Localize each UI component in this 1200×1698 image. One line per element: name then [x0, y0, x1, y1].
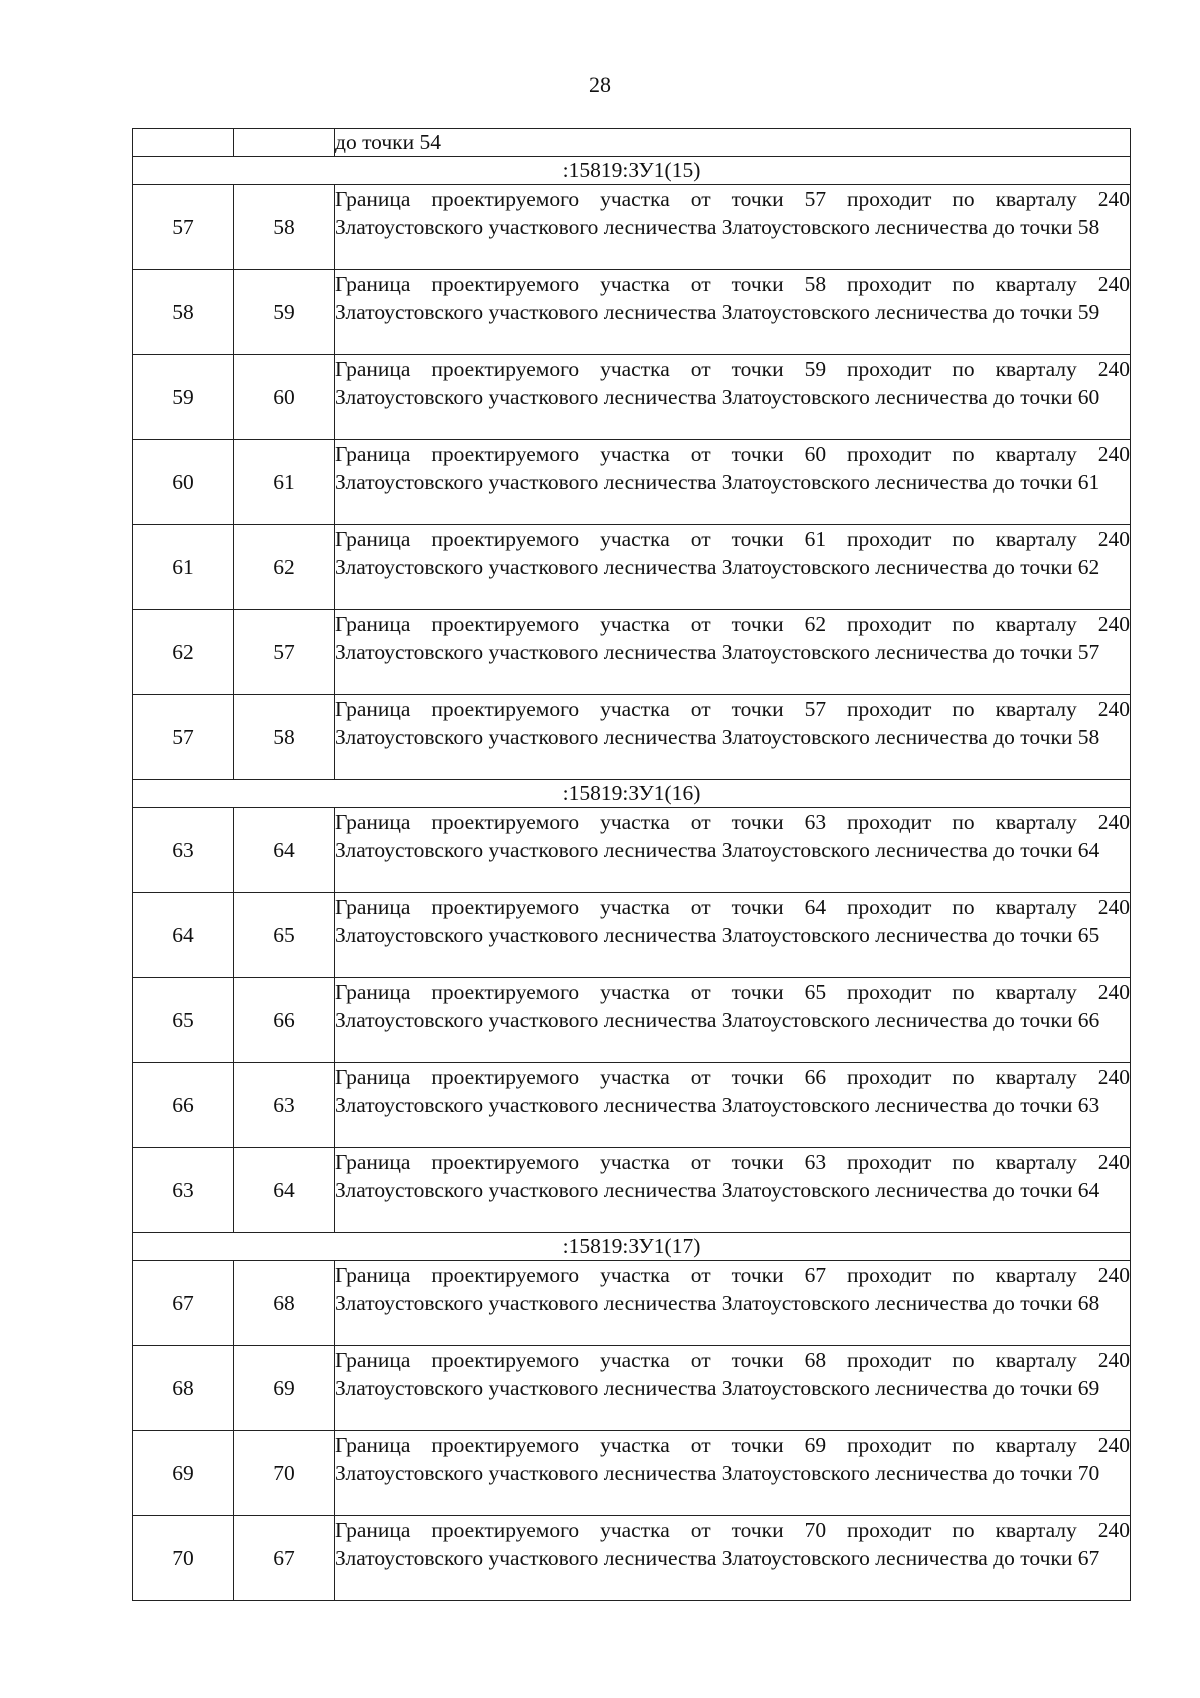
table-row [133, 355, 1131, 440]
point-to-cell: 64 [234, 1148, 335, 1233]
point-from-cell: 68 [133, 1346, 234, 1431]
boundary-description-cell: Граница проектируемого участка от точки 67 проходит по кварталу 240 Златоустовского участкового лесничества Златоустовского лесничества до точки 68 [335, 1261, 1131, 1346]
table-row [133, 525, 1131, 610]
continuation-row [133, 129, 1131, 157]
point-to-cell: 63 [234, 1063, 335, 1148]
boundary-description-cell: Граница проектируемого участка от точки 65 проходит по кварталу 240 Златоустовского участкового лесничества Златоустовского лесничества до точки 66 [335, 978, 1131, 1063]
point-from-cell: 62 [133, 610, 234, 695]
boundary-description-cell: Граница проектируемого участка от точки 62 проходит по кварталу 240 Златоустовского участкового лесничества Златоустовского лесничества до точки 57 [335, 610, 1131, 695]
table-row [133, 808, 1131, 893]
boundary-description-cell: Граница проектируемого участка от точки 68 проходит по кварталу 240 Златоустовского участкового лесничества Златоустовского лесничества до точки 69 [335, 1346, 1131, 1431]
boundary-description-cell: Граница проектируемого участка от точки 60 проходит по кварталу 240 Златоустовского участкового лесничества Златоустовского лесничества до точки 61 [335, 440, 1131, 525]
boundary-description-cell: Граница проектируемого участка от точки 59 проходит по кварталу 240 Златоустовского участкового лесничества Златоустовского лесничества до точки 60 [335, 355, 1131, 440]
table-row [133, 978, 1131, 1063]
point-to-cell [234, 129, 335, 157]
point-to-cell: 58 [234, 695, 335, 780]
table-row [133, 270, 1131, 355]
point-from-cell: 58 [133, 270, 234, 355]
point-from-cell: 67 [133, 1261, 234, 1346]
table-row [133, 695, 1131, 780]
table-row [133, 1431, 1131, 1516]
table-row [133, 610, 1131, 695]
parcel-section-header-row [133, 157, 1131, 185]
boundary-description-cell: Граница проектируемого участка от точки 69 проходит по кварталу 240 Златоустовского участкового лесничества Златоустовского лесничества до точки 70 [335, 1431, 1131, 1516]
table-row [133, 893, 1131, 978]
table-row [133, 1148, 1131, 1233]
table-row [133, 185, 1131, 270]
boundary-description-cell: Граница проектируемого участка от точки 57 проходит по кварталу 240 Златоустовского участкового лесничества Златоустовского лесничества до точки 58 [335, 695, 1131, 780]
point-to-cell: 69 [234, 1346, 335, 1431]
page-number: 28 [589, 72, 611, 97]
table-row [133, 1261, 1131, 1346]
point-to-cell: 61 [234, 440, 335, 525]
parcel-section-header-row [133, 1233, 1131, 1261]
point-from-cell [133, 129, 234, 157]
point-to-cell: 65 [234, 893, 335, 978]
boundary-description-cell: Граница проектируемого участка от точки 58 проходит по кварталу 240 Златоустовского участкового лесничества Златоустовского лесничества до точки 59 [335, 270, 1131, 355]
table-row [133, 440, 1131, 525]
parcel-section-header: :15819:ЗУ1(17) [133, 1233, 1131, 1261]
point-to-cell: 66 [234, 978, 335, 1063]
point-to-cell: 70 [234, 1431, 335, 1516]
point-from-cell: 66 [133, 1063, 234, 1148]
table-row [133, 1346, 1131, 1431]
boundary-description-cell: Граница проектируемого участка от точки 64 проходит по кварталу 240 Златоустовского участкового лесничества Златоустовского лесничества до точки 65 [335, 893, 1131, 978]
point-from-cell: 63 [133, 808, 234, 893]
point-from-cell: 70 [133, 1516, 234, 1601]
point-from-cell: 63 [133, 1148, 234, 1233]
boundary-description-cell: Граница проектируемого участка от точки 63 проходит по кварталу 240 Златоустовского участкового лесничества Златоустовского лесничества до точки 64 [335, 808, 1131, 893]
point-from-cell: 64 [133, 893, 234, 978]
boundary-description-cell: Граница проектируемого участка от точки 66 проходит по кварталу 240 Златоустовского участкового лесничества Златоустовского лесничества до точки 63 [335, 1063, 1131, 1148]
point-from-cell: 65 [133, 978, 234, 1063]
boundary-description-cell: Граница проектируемого участка от точки 61 проходит по кварталу 240 Златоустовского участкового лесничества Златоустовского лесничества до точки 62 [335, 525, 1131, 610]
point-to-cell: 58 [234, 185, 335, 270]
boundary-description-cell: до точки 54 [335, 129, 1131, 157]
point-to-cell: 68 [234, 1261, 335, 1346]
point-to-cell: 59 [234, 270, 335, 355]
boundary-description-cell: Граница проектируемого участка от точки 70 проходит по кварталу 240 Златоустовского участкового лесничества Златоустовского лесничества до точки 67 [335, 1516, 1131, 1601]
point-to-cell: 60 [234, 355, 335, 440]
parcel-section-header-row [133, 780, 1131, 808]
point-from-cell: 60 [133, 440, 234, 525]
point-to-cell: 67 [234, 1516, 335, 1601]
boundary-table [132, 128, 1131, 1601]
boundary-table-body [133, 129, 1131, 1601]
point-from-cell: 57 [133, 185, 234, 270]
parcel-section-header: :15819:ЗУ1(15) [133, 157, 1131, 185]
point-from-cell: 61 [133, 525, 234, 610]
point-from-cell: 57 [133, 695, 234, 780]
boundary-description-cell: Граница проектируемого участка от точки 63 проходит по кварталу 240 Златоустовского участкового лесничества Златоустовского лесничества до точки 64 [335, 1148, 1131, 1233]
table-row [133, 1063, 1131, 1148]
point-from-cell: 69 [133, 1431, 234, 1516]
point-to-cell: 64 [234, 808, 335, 893]
parcel-section-header: :15819:ЗУ1(16) [133, 780, 1131, 808]
boundary-description-cell: Граница проектируемого участка от точки 57 проходит по кварталу 240 Златоустовского участкового лесничества Златоустовского лесничества до точки 58 [335, 185, 1131, 270]
point-to-cell: 62 [234, 525, 335, 610]
point-to-cell: 57 [234, 610, 335, 695]
point-from-cell: 59 [133, 355, 234, 440]
table-row [133, 1516, 1131, 1601]
